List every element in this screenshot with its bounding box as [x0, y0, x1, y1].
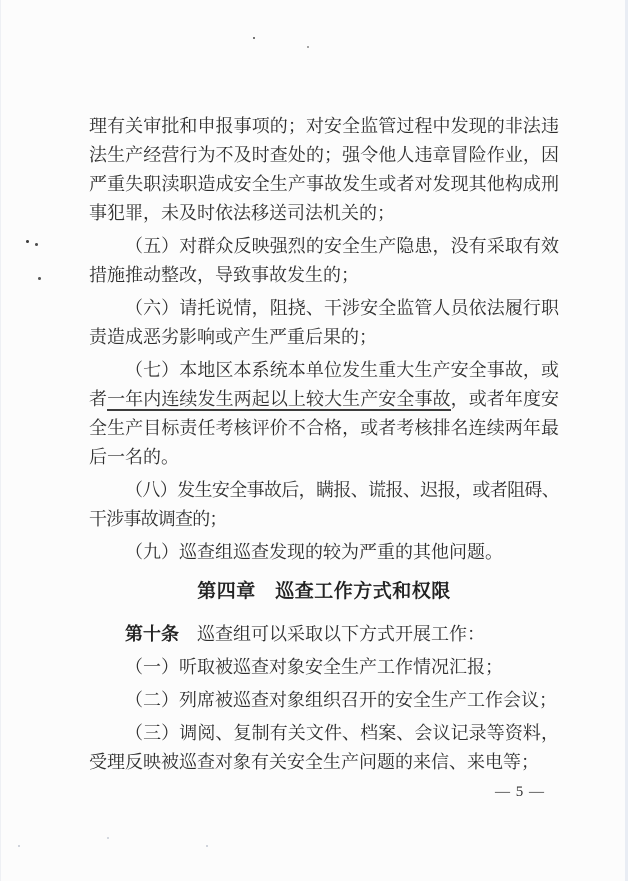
document-body	[89, 112, 559, 781]
text-segment: （三）调阅、复制有关文件、档案、会议记录等资料，受理反映被巡查对象有关安全生产问题的来信、来电等；	[89, 723, 559, 772]
scan-speck	[307, 46, 309, 48]
para-item-6	[89, 294, 559, 352]
para-item-8	[89, 476, 559, 534]
text-segment: （六）请托说情，阻挠、干涉安全监管人员依法履行职责造成恶劣影响或产生严重后果的；	[89, 298, 559, 347]
para-article-10	[89, 620, 559, 649]
scan-speck	[18, 845, 20, 847]
chapter-heading	[89, 577, 559, 606]
page-number: — 5 —	[495, 784, 545, 800]
scan-left-edge	[0, 0, 1, 881]
para-item-7	[89, 356, 559, 472]
text-segment: （五）对群众反映强烈的安全生产隐患，没有采取有效措施推动整改，导致事故发生的；	[89, 236, 559, 285]
scan-speck	[35, 243, 38, 246]
scan-speck	[26, 240, 29, 243]
text-segment: （二）列席被巡查对象组织召开的安全生产工作会议；	[125, 690, 557, 710]
scan-speck	[107, 837, 109, 839]
text-segment: （七）本地区本系统本单位发生重大生产安全事故，或者	[89, 360, 559, 409]
text-segment: 理有关审批和申报事项的；对安全监管过程中发现的非法违法生产经营行为不及时查处的；强令他人违章冒险作业，因严重失职渎职造成安全生产事故发生或者对发现其他构成刑事犯罪，未及时依法移送司法机关的；	[89, 116, 559, 223]
para-item-5	[89, 232, 559, 290]
text-segment: （九）巡查组巡查发现的较为严重的其他问题。	[125, 542, 503, 562]
text-segment: （八）发生安全事故后，瞒报、谎报、迟报，或者阻碍、干涉事故调查的；	[89, 480, 559, 529]
scan-speck	[206, 845, 208, 847]
scan-speck	[253, 37, 255, 39]
para-item-1	[89, 653, 559, 682]
para-item-3	[89, 719, 559, 777]
text-segment: ，或者年度安全生产目标责任考核评价不合格，或者考核排名连续两年最后一名的。	[89, 389, 560, 467]
para-continuation	[89, 112, 559, 228]
para-item-9	[89, 538, 559, 567]
scan-speck	[38, 277, 41, 280]
text-segment: 巡查组可以采取以下方式开展工作：	[179, 624, 485, 644]
text-segment: 第四章 巡查工作方式和权限	[197, 581, 451, 602]
underlined-text: 一年内连续发生两起以上较大生产安全事故	[107, 389, 451, 409]
text-segment: （一）听取被巡查对象安全生产工作情况汇报；	[125, 657, 503, 677]
text-segment: 第十条	[125, 624, 179, 644]
para-item-2	[89, 686, 559, 715]
